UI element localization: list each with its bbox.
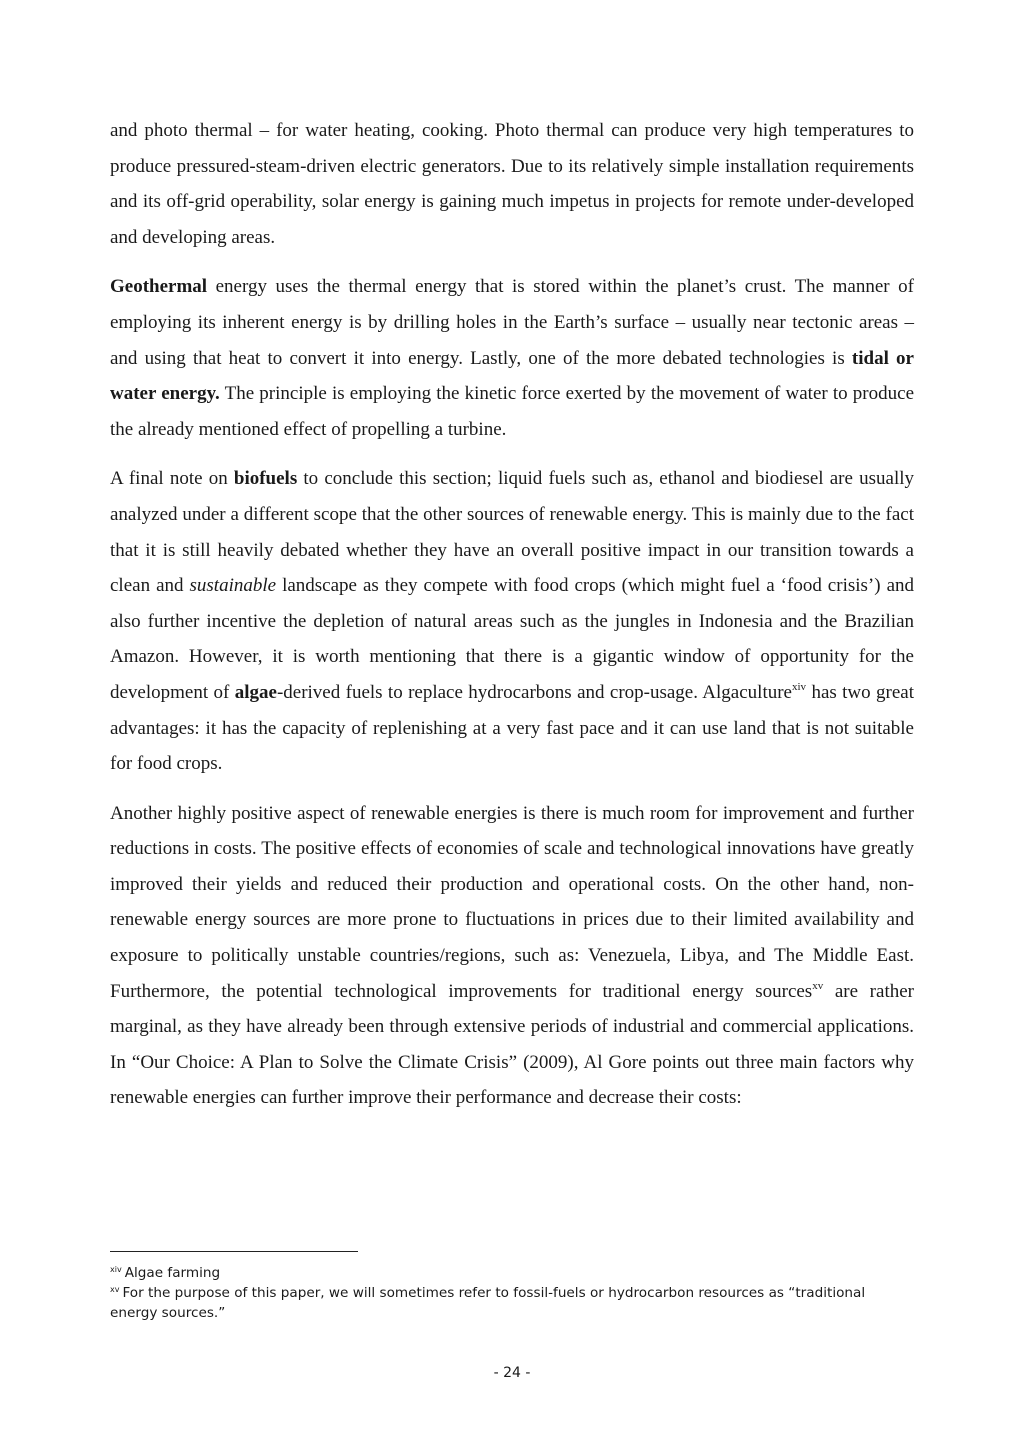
paragraph-text: are rather marginal, as they have already been through extensive periods of industrial and commercial applications. In “Our Choice: A Plan to Solve the Climate Crisis” (2009), Al Gore points out three main factors why renewable energies can further improve their performance and decrease their costs: [110,980,914,1109]
paragraph-text: landscape as they compete with food crops (which might fuel a ‘food crisis’) and also further incentive the depletion of natural areas such as the jungles in Indonesia and the Brazilian Amazon. However, it is worth mentioning that there is a gigantic window of opportunity for the development of [110,575,915,703]
term-algae: algae [234,681,277,703]
paragraph-text: Another highly positive aspect of renewable energies is there is much room for improvement and further reductions in costs. The positive effects of economies of scale and technological innovations have greatly improved their yields and reduced their production and operational costs. On the other hand, non-renewable energy sources are more prone to fluctuations in prices due to their limited availability and exposure to politically unstable countries/regions, such as: Venezuela, Libya, and The Middle East. Furthermore, the potential technological improvements for traditional energy sources [110,802,914,1002]
term-biofuels: biofuels [233,468,298,490]
paragraph-text: and photo thermal – for water heating, cooking. Photo thermal can produce very high temperatures to produce pressured-steam-driven electric generators. Due to its relatively simple installation requirements and its off-grid operability, solar energy is gaining much impetus in projects for remote under-developed and developing areas. [110,120,914,248]
footnotes [110,1263,910,1323]
paragraph-text: A final note on [110,468,234,490]
term-sustainable: sustainable [189,575,277,597]
paragraph-costs [110,796,914,1116]
footnote-xiv [110,1263,910,1283]
footnote-marker: xiv [110,1265,122,1274]
footnote-text: Algae farming [124,1265,221,1281]
paragraph-text: The principle is employing the kinetic force exerted by the movement of water to produce the already mentioned effect of propelling a turbine. [110,383,914,440]
footnote-ref-xiv[interactable]: xiv [792,680,807,693]
paragraph-text: energy uses the thermal energy that is stored within the planet’s crust. The manner of employing its inherent energy is by drilling holes in the Earth’s surface – usually near tectonic areas – and using that heat to convert it into energy. Lastly, one of the more debated technologies is [110,276,914,369]
term-geothermal: Geothermal [110,276,208,298]
paragraph-text: has two great advantages: it has the capacity of replenishing at a very fast pace and it can use land that is not suitable for food crops. [110,681,914,775]
paragraph-solar [110,113,914,255]
footnote-text: For the purpose of this paper, we will sometimes refer to fossil-fuels or hydrocarbon resources as “traditional energy sources.” [110,1285,866,1321]
footnote-divider [110,1251,358,1252]
paragraph-text: -derived fuels to replace hydrocarbons and crop-usage. Algaculture [276,681,792,703]
page-number: - 24 - [493,1365,531,1381]
paragraph-biofuels [110,461,914,781]
footnote-ref-xv[interactable]: xv [812,979,824,992]
footnote-xv [110,1283,910,1323]
footnote-marker: xv [110,1285,120,1294]
term-tidal-energy: tidal or water energy. [110,347,914,405]
paragraph-geothermal [110,269,914,447]
document-body [110,113,914,1130]
paragraph-text: to conclude this section; liquid fuels such as, ethanol and biodiesel are usually analyzed under a different scope that the other sources of renewable energy. This is mainly due to the fact that it is still heavily debated whether they have an overall positive impact in our transition towards a clean and [110,468,914,597]
